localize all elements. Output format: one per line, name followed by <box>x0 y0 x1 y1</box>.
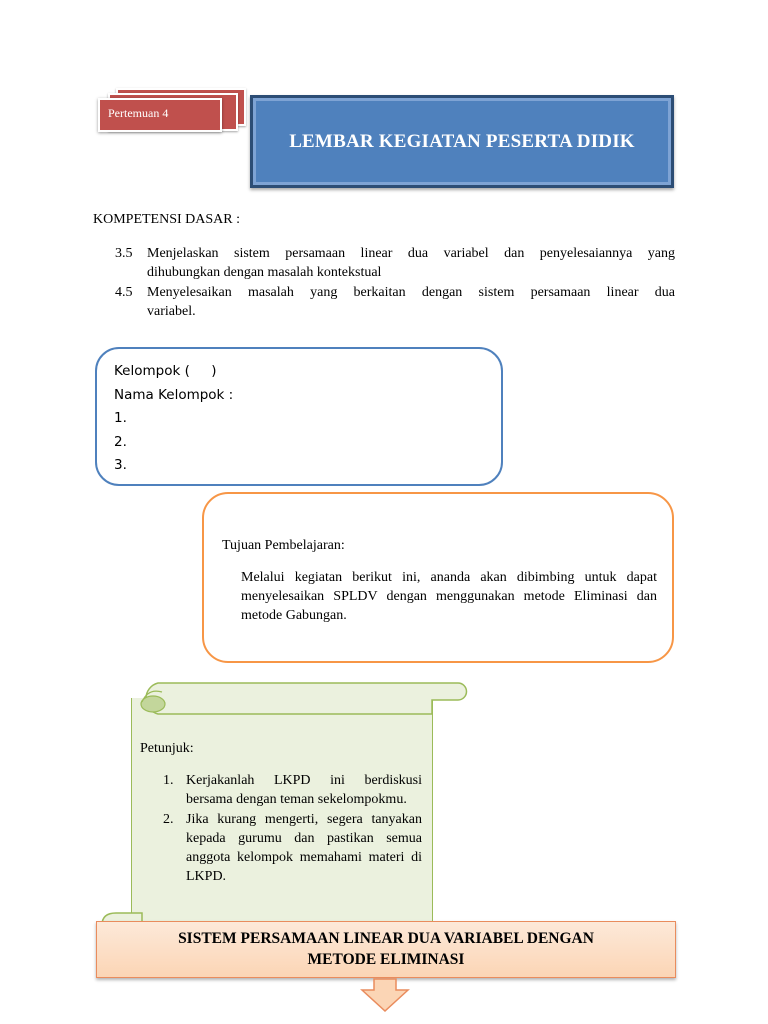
tujuan-text: Melalui kegiatan berikut ini, ananda akan dibimbing untuk dapat menyelesaikan SPLDV dengan menggunakan metode Eliminasi dan metode Gabungan. <box>241 570 657 623</box>
petunjuk-number: 1. <box>163 773 174 788</box>
page-title: LEMBAR KEGIATAN PESERTA DIDIK <box>289 130 635 152</box>
petunjuk-number: 2. <box>163 812 174 827</box>
section-title-line1: SISTEM PERSAMAAN LINEAR DUA VARIABEL DENGAN <box>178 930 594 947</box>
member-line: 1. <box>114 410 127 426</box>
petunjuk-item <box>160 771 422 809</box>
header-banner <box>250 95 674 188</box>
petunjuk-list <box>160 771 422 887</box>
kompetensi-number: 3.5 <box>115 246 133 261</box>
down-arrow-icon <box>360 978 410 1012</box>
pertemuan-label: Pertemuan 4 <box>108 106 169 120</box>
member-line: 2. <box>114 433 127 450</box>
kompetensi-item <box>93 244 675 282</box>
scroll-top-curl <box>128 680 473 720</box>
section-title-line2: METODE ELIMINASI <box>307 951 465 968</box>
petunjuk-text: Kerjakanlah LKPD ini berdiskusi bersama dengan teman sekelompokmu. <box>186 773 422 807</box>
kompetensi-text <box>147 244 675 282</box>
kompetensi-text-line1: Menjelaskan sistem persamaan linear dua variabel dan penyelesaiannya yang <box>147 246 675 261</box>
petunjuk-label: Petunjuk: <box>140 741 194 756</box>
kompetensi-text <box>147 283 675 321</box>
kelompok-name-label: Nama Kelompok : <box>114 386 234 403</box>
kelompok-number-line: Kelompok ( ) <box>114 363 217 379</box>
tujuan-label: Tujuan Pembelajaran: <box>222 538 345 553</box>
section-title-banner <box>96 921 676 978</box>
member-line: 3. <box>114 457 127 473</box>
tujuan-box <box>202 492 674 663</box>
kompetensi-text-line2: variabel. <box>147 304 196 319</box>
kompetensi-number: 4.5 <box>115 285 133 300</box>
scroll-top-roll <box>146 683 467 714</box>
scroll-curl-shadow <box>141 696 165 712</box>
petunjuk-item <box>160 810 422 886</box>
kompetensi-text-line1: Menyelesaikan masalah yang berkaitan dengan sistem persamaan linear dua <box>147 285 675 300</box>
kelompok-box <box>95 347 503 486</box>
petunjuk-text: Jika kurang mengerti, segera tanyakan kepada gurumu dan pastikan semua anggota kelompok memahami materi di LKPD. <box>186 812 422 884</box>
kompetensi-heading: KOMPETENSI DASAR : <box>93 212 241 227</box>
pertemuan-tab <box>98 98 222 132</box>
kompetensi-text-line2: dihubungkan dengan masalah kontekstual <box>147 265 382 280</box>
kompetensi-item <box>93 283 675 321</box>
